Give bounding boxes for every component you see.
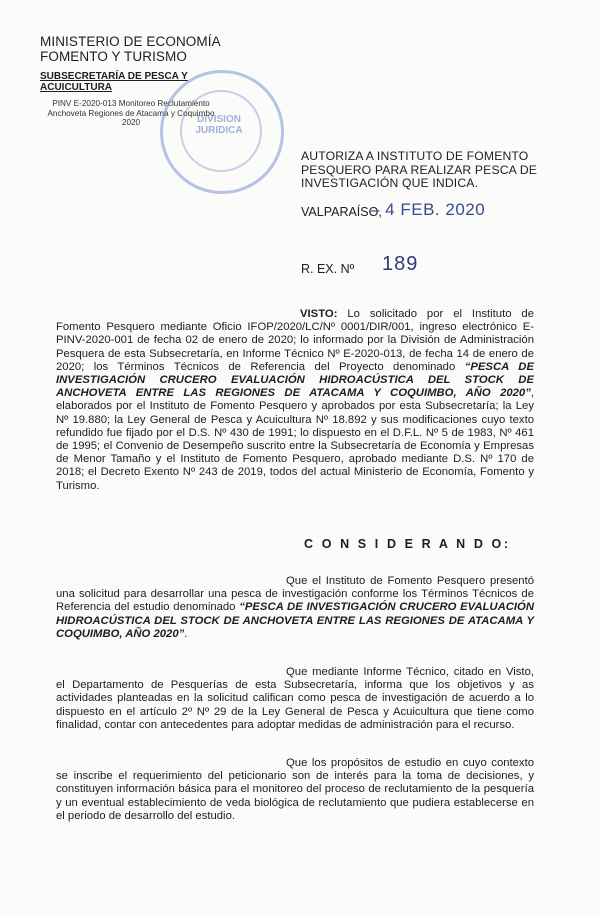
considerando-paragraph-1 [56,575,534,641]
resolution-title: AUTORIZA A INSTITUTO DE FOMENTO PESQUERO PARA REALIZAR PESCA DE INVESTIGACIÓN QUE INDICA. [301,149,538,190]
resolution-place: VALPARAÍSO, [301,205,382,219]
visto-project-name: “PESCA DE INVESTIGACIÓN CRUCERO EVALUACIÓN HIDROACÚSTICA DEL STOCK DE ANCHOVETA ENTRE LAS REGIONES DE ATACAMA Y COQUIMBO, AÑO 2020” [56,360,534,400]
ministry-line-2: FOMENTO Y TURISMO [40,49,187,64]
visto-paragraph [56,308,534,493]
c1-project-name: “PESCA DE INVESTIGACIÓN CRUCERO EVALUACIÓN HIDROACÚSTICA DEL STOCK DE ANCHOVETA ENTRE LAS REGIONES DE ATACAMA Y COQUIMBO, AÑO 2020” [56,601,534,640]
ministry-header [40,34,221,64]
resolution-number-label: R. EX. Nº [301,262,355,276]
resolution-date-stamp: – 4 FEB. 2020 [370,200,486,219]
file-reference-line-3: 2020 [121,118,141,127]
visto-text-a: Lo solicitado por el Instituto de Fomento Pesquero mediante Oficio IFOP/2020/LC/Nº 0001/DIR/001, ingreso electrónico E-PINV-2020-001 de fecha 02 de enero de 2020; lo informado por la División de Administración Pesquera de esta Subsecretaría, en Informe Técnico Nº E-2020-013, de fecha 14 de enero de 2020; los Términos Técnicos de Referencia del Proyecto denominado [56,308,534,373]
subsecretaria-line-2: ACUICULTURA [40,82,113,93]
ministry-line-1: MINISTERIO DE ECONOMÍA [40,34,221,49]
c1-text-b: . [184,627,188,640]
subsecretaria-header [40,71,188,93]
considerando-paragraph-3: Que los propósitos de estudio en cuyo contexto se inscribe el requerimiento del peticionario son de interés para la toma de decisiones, y constituyen información básica para el monitoreo del proceso de reclutamiento de la pesquería y un eventual establecimiento de veda biológica de reclutamiento que pudiera establecerse en el periodo de desarrollo del estudio. [56,757,534,822]
file-reference-line-2: Anchoveta Regiones de Atacama y Coquimbo [47,108,215,118]
stamp-line-1: DIVISION [197,114,241,125]
stamp-line-2: JURIDICA [195,125,243,136]
file-reference-line-1: PINV E-2020-013 Monitoreo Reclutamiento [52,99,210,108]
visto-text-b: , elaborados por el Instituto de Fomento Pesquero y aprobados por esta Subsecretaría; la Ley Nº 19.880; la Ley General de Pesca y Acuicultura Nº 18.892 y sus modificaciones cuyo texto refundido fue fijado por el D.S. Nº 430 de 1991; lo dispuesto en el D.F.L. Nº 5 de 1983, Nº 461 de 1995; el Convenio de Desempeño suscrito entre la Subsecretaría de Economía y Empresas de Menor Tamaño y el Instituto de Fomento Pesquero, aprobado mediante D.S. Nº 170 de 2018; el Decreto Exento Nº 243 de 2019, todos del actual Ministerio de Economía, Fomento y Turismo. [56,387,534,492]
visto-label: VISTO: [300,308,338,320]
subsecretaria-line-1: SUBSECRETARÍA DE PESCA Y [40,71,188,82]
considerando-paragraph-2: Que mediante Informe Técnico, citado en Visto, el Departamento de Pesquerías de esta Subsecretaría, informa que los objetivos y as actividades planteadas en la solicitud califican como pesca de investigación de acuerdo a lo dispuesto en el artículo 2º Nº 29 de la Ley General de Pesca y Acuicultura que tiene como finalidad, contar con antecedentes para adoptar medidas de administración para el recurso. [56,666,534,731]
considerando-heading: C O N S I D E R A N D O: [304,537,511,551]
official-stamp-text [185,114,253,136]
resolution-number: 189 [382,253,419,275]
c1-text-a: Que el Instituto de Fomento Pesquero presentó una solicitud para desarrollar una pesca de investigación conforme los Términos Técnicos de Referencia del estudio denominado [56,575,534,614]
